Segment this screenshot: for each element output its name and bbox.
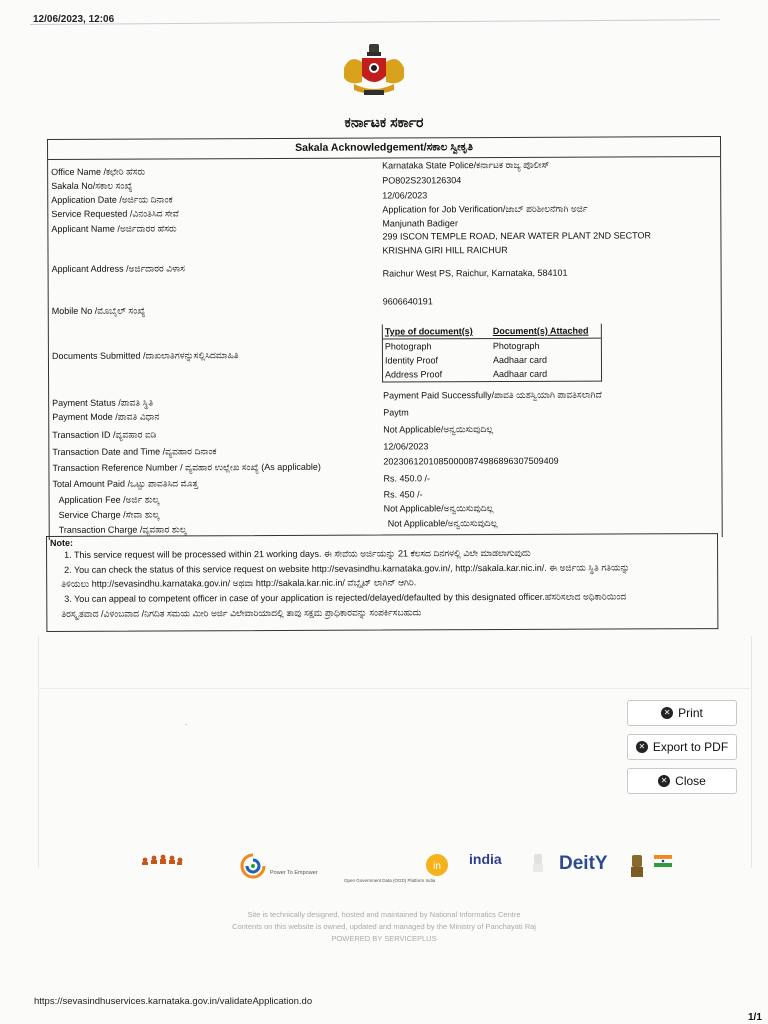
- circle-x-icon: ✕: [661, 707, 673, 719]
- applicant-address-line-1: 299 ISCON TEMPLE ROAD, NEAR WATER PLANT 2ND SECTOR: [382, 230, 652, 242]
- documents-table-header: [383, 324, 601, 340]
- document-attached: Photograph: [492, 340, 540, 352]
- document-type: Identity Proof: [384, 355, 439, 366]
- acknowledgement-title: Sakala Acknowledgement/ಸಕಾಲ ಸ್ವೀಕೃತಿ: [48, 137, 720, 160]
- mobile-no-value: 9606640191: [382, 296, 433, 307]
- service-charge-label: Service Charge /ಸೇವಾ ಶುಲ್ಕ: [58, 509, 160, 520]
- sakala-no-label: Sakala No/ಸಕಾಲ ಸಂಖ್ಯೆ: [51, 180, 133, 191]
- page-url: https://sevasindhuservices.karnataka.gov.in/validateApplication.do: [34, 996, 313, 1007]
- transaction-charge-value: Not Applicable/ಅನ್ವಯಿಸುವುದಿಲ್ಲ: [387, 518, 498, 529]
- footer-line-2: Contents on this website is owned, updated and managed by the Ministry of Panchayati Raj: [232, 922, 536, 931]
- applicant-name-label: Applicant Name /ಅರ್ಜಿದಾರರ ಹೆಸರು: [51, 223, 177, 234]
- print-timestamp: 12/06/2023, 12:06: [33, 14, 115, 25]
- ogd-logo-icon: [425, 853, 449, 877]
- applicant-name-value: Manjunath Badiger: [382, 218, 458, 229]
- sakala-logo-icon: [140, 853, 184, 867]
- note-line: ತಿಳಿಯಲು http://sevasindhu.karnataka.gov.in/ ಅಥವಾ http://sakala.kar.nic.in/ ವೆಬ್ಸೈಟ್ ಲಾಗಿನ್ ಆಗಿರಿ.: [61, 577, 417, 589]
- export-pdf-button-label: Export to PDF: [652, 740, 729, 754]
- service-charge-value: Not Applicable/ಅನ್ವಯಿಸುವುದಿಲ್ಲ: [383, 503, 494, 514]
- national-emblem-flag-icon: [630, 851, 674, 881]
- decorative-dot: .: [185, 717, 188, 727]
- applicant-address-line-3: Raichur West PS, Raichur, Karnataka, 584101: [382, 267, 568, 279]
- close-button[interactable]: [627, 768, 737, 794]
- transaction-reference-value: 20230612010850000874986896307509409: [383, 455, 559, 467]
- print-button-label: Print: [678, 706, 703, 720]
- india-logo: india: [469, 851, 502, 867]
- transaction-id-value: Not Applicable/ಅನ್ವಯಿಸುವುದಿಲ್ಲ: [383, 424, 494, 435]
- total-amount-label: Total Amount Paid /ಒಟ್ಟು ಪಾವತಿಸಿದ ಮೊತ್ತ: [52, 478, 199, 489]
- applicant-address-line-2: KRISHNA GIRI HILL RAICHUR: [382, 244, 508, 256]
- document-type: Address Proof: [385, 369, 443, 380]
- svg-text:in: in: [433, 861, 441, 872]
- total-amount-value: Rs. 450.0 /-: [383, 473, 431, 484]
- print-button[interactable]: [627, 700, 737, 726]
- page-number: 1/1: [748, 1012, 762, 1023]
- note-line: 3. You can appeal to competent officer in case of your application is rejected/delayed/defaulted by this designated officer.ಹೆಸರಿಸಲಾದ ಅಧಿಕಾರಿಯಿಂದ: [64, 591, 627, 604]
- digital-india-logo-icon: [240, 853, 266, 879]
- transaction-id-label: Transaction ID /ವ್ಯವಹಾರ ಐಡಿ: [52, 429, 157, 440]
- document-type: Photograph: [384, 341, 432, 352]
- footer-line-1: Site is technically designed, hosted and maintained by National Informatics Centre: [247, 910, 521, 919]
- export-pdf-button[interactable]: [627, 734, 737, 760]
- table-row: [383, 367, 601, 382]
- note-line: 2. You can check the status of this service request on website http://sevasindhu.karnataka.gov.in/, http://sakala.kar.nic.in/. ಈ ಅರ್ಜಿಯ ಸ್ಥಿತಿ ಗತಿಯನ್ನು: [64, 562, 630, 575]
- transaction-date-label: Transaction Date and Time /ವ್ಯವಹಾರ ದಿನಾಂಕ: [52, 446, 217, 457]
- documents-submitted-label: Documents Submitted /ದಾಖಲಾತಿಗಳನ್ನುಸಲ್ಲಿಸಿದಮಾಹಿತಿ: [51, 350, 239, 361]
- application-fee-label: Application Fee /ಅರ್ಜಿ ಶುಲ್ಕ: [58, 494, 160, 505]
- circle-x-icon: ✕: [636, 741, 648, 753]
- footer-line-3: POWERED BY SERVICEPLUS: [331, 934, 437, 943]
- mobile-no-label: Mobile No /ಮೊಬೈಲ್ ಸಂಖ್ಯೆ: [51, 305, 146, 316]
- table-row: [383, 353, 601, 368]
- application-fee-value: Rs. 450 /-: [383, 489, 423, 500]
- documents-table: [382, 324, 602, 383]
- karnataka-emblem-icon: [340, 42, 408, 100]
- office-name-value: Karnataka State Police/ಕರ್ನಾಟಕ ರಾಜ್ಯ ಪೊಲೀಸ್: [382, 159, 550, 171]
- acknowledgement-table: [47, 136, 723, 540]
- payment-status-value: Payment Paid Successfully/ಪಾವತಿ ಯಶಸ್ವಿಯಾಗಿ ಪಾವತಿಸಲಾಗಿದೆ: [383, 389, 602, 401]
- service-requested-label: Service Requested /ವಿನಂತಿಸಿದ ಸೇವೆ: [51, 208, 179, 219]
- payment-mode-value: Paytm: [383, 407, 409, 418]
- note-line: ತಿರಸ್ಕೃತವಾದ /ವಿಳಂಬವಾದ /ನಿಗದಿತ ಸಮಯ ಮೀರಿ ಅರ್ಜಿ ವಿಲೇವಾರಿಯಾದಲ್ಲಿ ತಾವು ಸಕ್ಷಮ ಪ್ರಾಧಿಕಾರವನ್ನು ಸಂಪರ್ಕಿಸಬಹುದು: [61, 607, 422, 619]
- circle-x-icon: ✕: [658, 775, 670, 787]
- partner-logos: [0, 845, 768, 895]
- document-attached: Aadhaar card: [492, 354, 548, 366]
- digital-india-tagline: Power To Empower: [270, 870, 318, 876]
- deity-logo: DeitY: [559, 853, 608, 874]
- government-title: ಕರ್ನಾಟಕ ಸರ್ಕಾರ: [344, 114, 424, 130]
- note-title: Note:: [50, 537, 74, 548]
- transaction-reference-label: Transaction Reference Number / ವ್ಯವಹಾರ ಉಲ್ಲೇಖ ಸಂಖ್ಯೆ (As applicable): [52, 461, 321, 473]
- panel-divider: [38, 688, 750, 689]
- transaction-date-value: 12/06/2023: [383, 441, 429, 452]
- payment-status-label: Payment Status /ಪಾವತಿ ಸ್ಥಿತಿ: [52, 397, 154, 408]
- close-button-label: Close: [675, 774, 706, 788]
- payment-mode-label: Payment Mode /ಪಾವತಿ ವಿಧಾನ: [52, 411, 160, 422]
- acknowledgement-body: [48, 157, 722, 540]
- header-rule: [30, 19, 720, 25]
- applicant-address-label: Applicant Address /ಅರ್ಜಿದಾರರ ವಿಳಾಸ: [51, 263, 185, 274]
- application-date-label: Application Date /ಅರ್ಜಿಯ ದಿನಾಂಕ: [51, 194, 173, 205]
- application-date-value: 12/06/2023: [382, 190, 428, 201]
- document-attached: Aadhaar card: [493, 368, 548, 380]
- service-requested-value: Application for Job Verification/ಜಾಬ್ ಪರಿಶೀಲನೆಗಾಗಿ ಅರ್ಜಿ: [382, 203, 588, 215]
- ogd-caption: Open Government Data (OGD) Platform India: [344, 878, 436, 883]
- transaction-charge-label: Transaction Charge /ವ್ಯವಹಾರ ಶುಲ್ಕ: [58, 524, 187, 535]
- emblem-faded-icon: [531, 852, 545, 874]
- note-box: [46, 533, 718, 632]
- office-name-label: Office Name /ಕಛೇರಿ ಹೆಸರು: [51, 166, 146, 177]
- documents-header-type: Type of document(s): [384, 326, 473, 337]
- documents-header-attached: Document(s) Attached: [492, 325, 589, 337]
- table-row: [383, 339, 601, 354]
- sakala-no-value: PO802S230126304: [382, 175, 462, 186]
- note-line: 1. This service request will be processed within 21 working days. ಈ ಸೇವೆಯ ಅರ್ಜಿಯನ್ನು 21 ಕೆಲಸದ ದಿನಗಳಲ್ಲಿ ವಿಲೇ ಮಾಡಲಾಗುವುದು: [64, 547, 531, 560]
